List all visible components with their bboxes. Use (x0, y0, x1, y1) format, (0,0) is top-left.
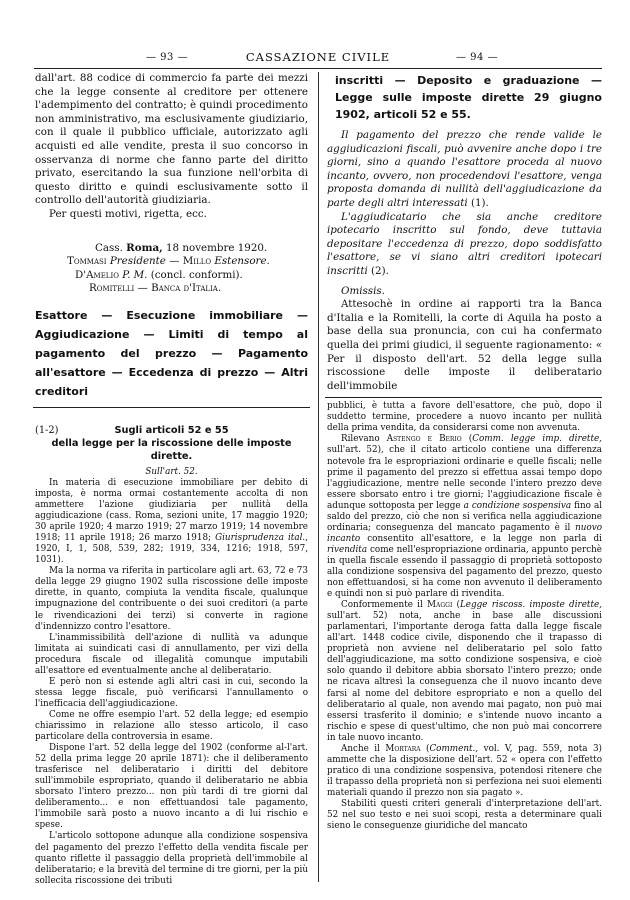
note-number: (1-2) (35, 424, 59, 436)
note-paragraph: Come ne offre esempio l'art. 52 della legge; ed esempio chiarissimo in relazione allo stesso articolo, il caso particolare della controversia in esame. (35, 709, 308, 743)
pm-name: D'Amelio (75, 268, 119, 281)
running-header (34, 46, 602, 68)
note-paragraph: Stabiliti questi criteri generali d'interpretazione dell'art. 52 nel suo testo e nei suoi scopi, resta a determinare quali sieno le conseguenze giuridiche del mancato (327, 798, 602, 832)
maxim-2-ref: (2). (367, 264, 389, 277)
estensore-role: Estensore. (211, 255, 270, 268)
note-paragraph (35, 478, 308, 566)
maxim-2-text: L'aggiudicatario che sia anche creditore ipotecario inscritto sul fondo, deve tuttavia depositare l'eccedenza di prezzo, dopo soddisfatto l'esattore, se vi siano altri creditori ipotecari inscritti (327, 210, 602, 277)
note-paragraph: Dispone l'art. 52 della legge del 1902 (conforme al-l'art. 52 della prima legge 20 aprile 1871): che il deliberamento trasferisce nel deliberatario i diritti del debitore sull'immobile espropriato, quando il deliberatario ne abbia sborsato l'intero prezzo... non più tardi di tre giorni dal deliberamento... e non effettuandosi tale pagamento, l'immobile sarà posto a nuovo incanto a di lui rischio e spese. (35, 743, 308, 831)
president-role: Presidente (106, 255, 166, 268)
citation: Comment. (429, 743, 476, 754)
text: sull'art. 52), che il citato articolo contiene una differenza notevole fra le espropriazioni ordinarie e quelle fiscali; nelle prime il pagamento del prezzo si effettua assai tempo dopo l'aggiudicazione, mentre nelle seconde l'intero prezzo deve essere sborsato entro i tre giorni; l'aggiudicazione fiscale è adunque sottoposta per legge (327, 445, 602, 511)
omissis: Omissis. (341, 284, 385, 297)
decision-text: Attesochè in ordine ai rapporti tra la Banca d'Italia e la Romitelli, la corte di Aquila ha posto a base della sua pronuncia, con cui ha confermato quella dei primi giudici, il seguente ragionamento: « Per il disposto dell'art. 52 della legge sulla riscossione delle imposte il deliberatario dell'immobile (327, 298, 602, 392)
court-label: Cass. (95, 241, 127, 254)
note-paragraph (327, 600, 602, 744)
text: come nell'espropriazione ordinaria, appunto perchè in quella fiscale essendo il passaggio di proprietà sottoposto alla condizione sospensiva del pagamento del prezzo, questo non effettuandosi, si ha come non avvenuto il deliberamento e quindi non si può parlare di rivendita. (327, 544, 602, 600)
pm-role: P. M. (122, 268, 148, 281)
text: , vol. V, pag. 559, nota 3) ammette che la disposizione dell'art. 52 « opera con l'effetto pratico di una condizione sospensiva, potendosi ritenere che il trapasso della proprietà non si perfeziona nei suoi elementi materiali quando il prezzo non sia pagato ». (327, 743, 602, 798)
text: Rilevano (341, 434, 387, 445)
note-title-line-1: Sugli articoli 52 e 55 (114, 424, 229, 436)
page-number-right: — 94 — (456, 52, 499, 63)
text: fino al saldo del prezzo, ciò che non si verifica nella aggiudicazione ordinaria; conseguenza del mancato pagamento è il (327, 500, 603, 533)
estensore-name: Millo (182, 255, 212, 268)
note-paragraph: E però non si estende agli altri casi in cui, secondo la stessa legge fiscale, può verificarsi l'annullamento o l'inefficacia dell'aggiudicazione. (35, 676, 308, 709)
text: Conformemente il (341, 600, 428, 611)
party-sep: — (134, 282, 152, 295)
text: ( (461, 434, 473, 445)
subject-heading: Esattore — Esecuzione immobiliare — Aggiudicazione — Limiti di tempo al pagamento del prezzo — Pagamento all'esattore — Eccedenza di prezzo — Altri creditori (35, 308, 308, 398)
emphasis: rivendita (327, 544, 368, 555)
note-paragraph: Ma la norma va riferita in particolare agli art. 63, 72 e 73 della legge 29 giugno 1902 sulla riscossione delle imposte dirette, in quanto, compiuta la vendita fiscale, qualunque impugnazione del contribuente o dei suoi creditori (a parte le rivendicazioni dei terzi) si converte in ragione d'indennizzo contro l'esattore. (35, 566, 308, 632)
note-p1-text: In materia di esecuzione immobiliare per debito di imposta, è norma ormai costantemente accolta di non ammettere l'azione giudiziaria per nullità della aggiudicazione (cass. Roma, sezioni unite, 17 maggio 1920; 30 aprile 1920; 4 marzo 1919; 27 marzo 1919; 14 novembre 1918; 11 aprile 1918; 26 marzo 1918; (35, 477, 308, 544)
note-subtitle: Sull'art. 52. (145, 466, 198, 477)
pm-conclusions: (concl. conformi). (147, 268, 243, 281)
author-name: Mortara (385, 743, 421, 754)
continued-paragraph: dall'art. 88 codice di commercio fa parte dei mezzi che la legge consente al creditore per ottenere l'adempimento del contratto; è quindi procedimento non amministrativo, ma esclusivamente giudiziario, con il quale il pubblico ufficiale, autorizzato agli acquisti ed alle vendite, presta il suo concorso in osservanza di norme che fanno parte del diritto privato, esercitando la sua funzione nell'orbita di questo diritto e quindi esclusivamente sotto il controllo dell'autorità giudiziaria. (35, 72, 308, 207)
right-column (327, 72, 602, 832)
left-column (35, 72, 308, 887)
note-paragraph (327, 744, 602, 799)
column-divider (318, 72, 319, 882)
author-name: Astengo e Berio (386, 434, 462, 445)
header-rule (34, 68, 602, 69)
text: sull'art. 52) nota, anche in base alle discussioni parlamentari, l'importante deroga fatta dalla legge fiscale all'art. 1448 codice civile, disponendo che il trapasso di proprietà non avviene nel deliberatario pel solo fatto dell'aggiudicazione, ma sotto condizione sospensiva, e cioè solo quando il debitore abbia sborsato l'intero prezzo; onde ne ricava altresì la conseguenza che il nuovo incanto deve farsi al nome del debitore espropriato e non a quello del deliberatario al quale, non avendo mai pagato, non può mai essersi trasferito il dominio; e s'intende nuovo incanto a rischio e spese di quest'ultimo, che non può mai concorrere in tale nuovo incanto. (327, 611, 602, 743)
party-a: Romitelli (89, 282, 135, 295)
emphasis: a condizione sospensiva (463, 500, 572, 511)
note-continuation: pubblici, è tutta a favore dell'esattore, che può, dopo il suddetto termine, procedere a nuovo incanto per nullità della prima vendita, da considerarsi come non avvenuta. (327, 401, 602, 434)
note-p1-tail: , 1920, I, 1, 508, 539, 282; 1919, 334, 1216; 1918, 597, 1031). (35, 533, 308, 566)
decision-header (35, 242, 308, 296)
journal-title: CASSAZIONE CIVILE (245, 50, 391, 64)
note-paragraph: L'inammissibilità dell'azione di nullità va adunque limitata ai suindicati casi di annullamento, per vizi della procedura fiscale od illegalità comunque imputabili all'esattore ed eventualmente anche al deliberatario. (35, 632, 308, 676)
author-name: Maggi (427, 600, 453, 611)
court-place: Roma, (126, 241, 163, 254)
note-title-line-2: della legge per la riscossione delle imposte dirette. (51, 437, 292, 462)
note-paragraph (327, 434, 602, 600)
president-name: Tommasi (67, 255, 107, 268)
dash: — (165, 255, 183, 268)
maxim-1-ref: (1). (467, 196, 489, 209)
decision-date: 18 novembre 1920. (162, 241, 268, 254)
conclusion: Per questi motivi, rigetta, ecc. (49, 207, 207, 220)
text: ( (420, 743, 430, 754)
note-title (35, 424, 308, 463)
emphasis: nuovo incanto (327, 522, 602, 544)
text: ( (452, 600, 460, 611)
text: consentito all'esattore, e la legge non parla di (360, 533, 602, 544)
maxim-2 (327, 211, 602, 279)
maxim-1 (327, 129, 602, 211)
note-paragraph: L'articolo sottopone adunque alla condizione sospensiva del pagamento del prezzo l'effetto della vendita fiscale per quanto riflette il passaggio della proprietà dell'immobile al deliberatario; e la brevità del termine di tre giorni, per la più sollecita riscossione dei tributi (35, 831, 308, 886)
page-number-left: — 93 — (146, 52, 189, 63)
subject-heading-continued: inscritti — Deposito e graduazione — Legge sulle imposte dirette 29 giugno 1902, articoli 52 e 55. (335, 74, 602, 121)
text: Anche il (341, 743, 386, 754)
maxim-1-text: Il pagamento del prezzo che rende valide le aggiudicazioni fiscali, può avvenire anche dopo i tre giorni, sino a quando l'esattore proceda al nuovo incanto, ovvero, non procedendovi l'esattore, venga proposta domanda di nullità dell'aggiudicazione da parte degli altri interessati (327, 129, 602, 209)
note-p1-citation: Giurisprudenza ital. (215, 533, 306, 544)
citation: Legge riscoss. imposte dirette, (459, 600, 602, 611)
party-b: Banca d'Italia. (151, 282, 222, 295)
citation: Comm. legge imp. dirette, (472, 434, 602, 445)
